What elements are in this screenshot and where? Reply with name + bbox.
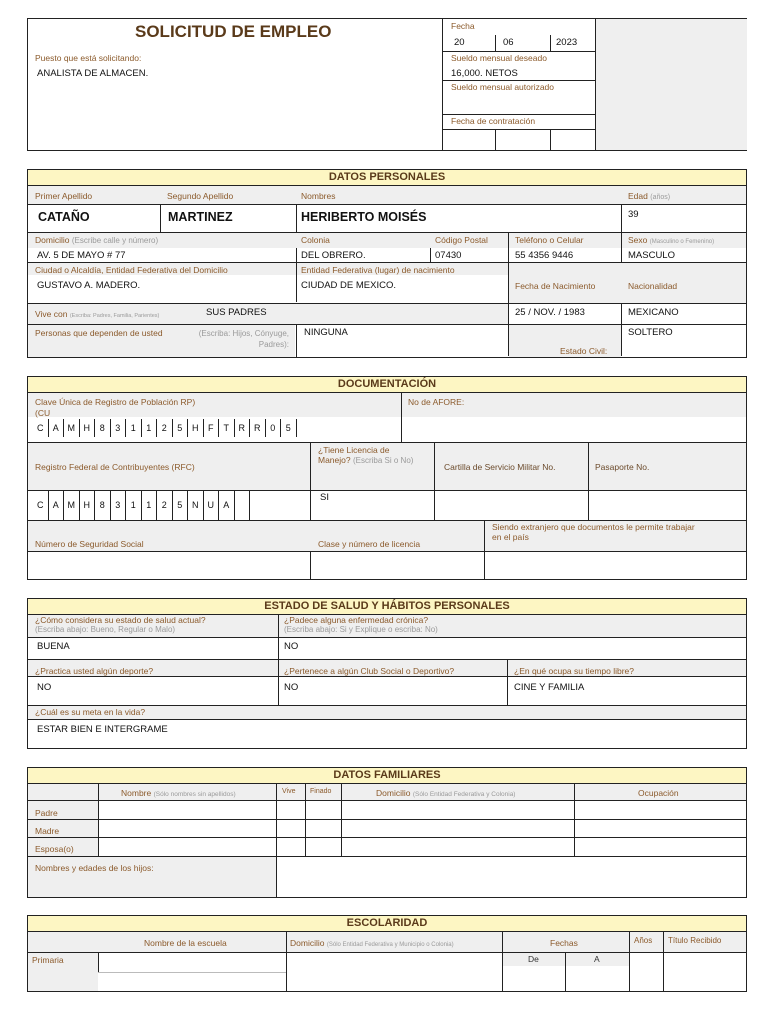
fecha-contratacion-label: Fecha de contratación: [451, 116, 536, 126]
curp-char-box[interactable]: 0: [266, 419, 282, 437]
telefono-label: Teléfono o Celular: [515, 235, 584, 245]
rfc-char-box[interactable]: 2: [157, 490, 173, 520]
salud-a6[interactable]: ESTAR BIEN E INTERGRAME: [37, 724, 168, 735]
rfc-char-box[interactable]: M: [64, 490, 80, 520]
rfc-char-box[interactable]: A: [219, 490, 235, 520]
datos-personales-section: [27, 169, 747, 358]
salud-q4: ¿Pertenece a algún Club Social o Deportivo?: [284, 666, 455, 676]
estado-civil[interactable]: SOLTERO: [628, 327, 673, 338]
estado-civil-label: Estado Civil:: [560, 346, 608, 356]
sexo-label: Sexo (Masculino o Femenino): [628, 235, 715, 245]
fecha-label: Fecha: [451, 21, 475, 31]
segundo-apellido[interactable]: MARTINEZ: [168, 210, 233, 224]
edad[interactable]: 39: [628, 209, 639, 220]
documentacion-title: DOCUMENTACIÓN: [28, 377, 746, 393]
ciudad-label: Ciudad o Alcaldía, Entidad Federativa del Domicilio: [35, 265, 228, 275]
primer-apellido[interactable]: CATAÑO: [38, 210, 90, 224]
cp-label: Código Postal: [435, 235, 488, 245]
form-title: SOLICITUD DE EMPLEO: [135, 22, 332, 41]
sueldo-autorizado-label: Sueldo mensual autorizado: [451, 82, 555, 92]
vive-con[interactable]: SUS PADRES: [206, 307, 267, 318]
curp-char-box[interactable]: H: [80, 419, 96, 437]
colonia[interactable]: DEL OBRERO.: [301, 250, 366, 261]
col-anios-label: Años: [634, 936, 653, 945]
fecha-nacimiento-label: Fecha de Nacimiento: [515, 281, 596, 291]
rfc-char-box[interactable]: H: [80, 490, 96, 520]
salud-title: ESTADO DE SALUD Y HÁBITOS PERSONALES: [28, 599, 746, 615]
nss-label: Número de Seguridad Social: [35, 539, 144, 549]
fecha-de-label: De: [528, 954, 539, 964]
rfc-char-box[interactable]: 1: [142, 490, 158, 520]
salud-section: [27, 598, 747, 749]
col-domicilio-label: Domicilio (Sólo Entidad Federativa y Colonia): [376, 788, 516, 798]
rfc-char-box[interactable]: A: [49, 490, 65, 520]
licencia-label: ¿Tiene Licencia de Manejo? (Escriba Si o No): [318, 445, 414, 465]
col-nombre-label: Nombre (Sólo nombres sin apellidos): [121, 788, 236, 798]
curp-char-box[interactable]: 1: [126, 419, 142, 437]
salud-a4[interactable]: NO: [284, 682, 299, 693]
nacionalidad[interactable]: MEXICANO: [628, 307, 679, 318]
hijos-label: Nombres y edades de los hijos:: [35, 863, 154, 873]
primaria-label: Primaria: [32, 955, 64, 965]
rfc-char-box[interactable]: 3: [111, 490, 127, 520]
col-finado-label: Finado: [310, 788, 332, 795]
curp-char-box[interactable]: R: [250, 419, 266, 437]
domicilio[interactable]: AV. 5 DE MAYO # 77: [37, 250, 126, 261]
salud-q3: ¿Practica usted algún deporte?: [35, 666, 154, 676]
rfc-char-box[interactable]: 8: [95, 490, 111, 520]
datos-personales-title: DATOS PERSONALES: [28, 170, 746, 186]
salud-a2[interactable]: NO: [284, 641, 299, 652]
fecha-anio[interactable]: 2023: [556, 37, 578, 48]
dependen-hint: (Escriba: Hijos, Cónyuge, Padres):: [198, 329, 289, 349]
salud-q2-hint: (Escriba abajo: Si y Explique o escriba: No): [284, 625, 438, 634]
colonia-label: Colonia: [301, 235, 330, 245]
familiares-section: [27, 767, 747, 898]
puesto-label: Puesto que está solicitando:: [35, 53, 142, 63]
salud-a5[interactable]: CINE Y FAMILIA: [514, 682, 585, 693]
familia-padre-label: Padre: [35, 808, 58, 818]
rfc-label: Registro Federal de Contribuyentes (RFC): [35, 462, 195, 472]
curp-char-box[interactable]: C: [33, 419, 49, 437]
familia-madre-label: Madre: [35, 826, 60, 836]
puesto-value[interactable]: ANALISTA DE ALMACEN.: [37, 68, 149, 79]
salud-q5: ¿En qué ocupa su tiempo libre?: [514, 666, 635, 676]
documentacion-section: [27, 376, 747, 580]
primer-apellido-label: Primer Apellido: [35, 191, 93, 201]
ciudad[interactable]: GUSTAVO A. MADERO.: [37, 280, 141, 291]
codigo-postal[interactable]: 07430: [435, 250, 462, 261]
pasaporte-label: Pasaporte No.: [595, 462, 650, 472]
rfc-char-box[interactable]: U: [204, 490, 220, 520]
escolaridad-section: [27, 915, 747, 992]
curp-char-box[interactable]: 5: [281, 419, 297, 437]
col-esc-domicilio-label: Domicilio (Sólo Entidad Federativa y Municipio o Colonia): [290, 938, 454, 948]
salud-q2: ¿Padece alguna enfermedad crónica?: [284, 615, 429, 625]
clase-licencia-label: Clase y número de licencia: [318, 539, 421, 549]
curp-char-box[interactable]: A: [49, 419, 65, 437]
curp-char-box[interactable]: 2: [157, 419, 173, 437]
curp-char-box[interactable]: T: [219, 419, 235, 437]
afore-label: No de AFORE:: [408, 397, 465, 407]
col-vive-label: Vive: [282, 788, 296, 795]
dependen-label: Personas que dependen de usted: [35, 328, 163, 338]
curp-char-box[interactable]: H: [188, 419, 204, 437]
extranjero-label: Siendo extranjero que documentos le permite trabajar en el país: [492, 522, 695, 542]
nacionalidad-label: Nacionalidad: [628, 281, 678, 291]
dependen[interactable]: NINGUNA: [304, 327, 348, 338]
salud-a3[interactable]: NO: [37, 682, 52, 693]
vive-con-label: Vive con (Escriba: Padres, Familia, Parientes): [35, 309, 160, 319]
header-right-panel: [595, 19, 747, 150]
edad-label: Edad (años): [628, 191, 671, 201]
rfc-char-box[interactable]: [235, 490, 251, 520]
sexo[interactable]: MASCULO: [628, 250, 675, 261]
rfc-char-box[interactable]: 1: [126, 490, 142, 520]
rfc-char-box[interactable]: 5: [173, 490, 189, 520]
familia-esposa-label: Esposa(o): [35, 844, 74, 854]
familiares-title: DATOS FAMILIARES: [28, 768, 746, 784]
entidad-label: Entidad Federativa (lugar) de nacimiento: [301, 265, 455, 275]
licencia-value[interactable]: SI: [320, 492, 329, 503]
escolaridad-title: ESCOLARIDAD: [28, 916, 746, 932]
rfc-char-box[interactable]: C: [33, 490, 49, 520]
col-fechas-label: Fechas: [550, 938, 578, 948]
col-escuela-label: Nombre de la escuela: [144, 938, 227, 948]
col-ocupacion-label: Ocupación: [638, 788, 679, 798]
fecha-mes[interactable]: 06: [503, 37, 514, 48]
curp-char-box[interactable]: 8: [95, 419, 111, 437]
nombres[interactable]: HERIBERTO MOISÉS: [301, 210, 427, 224]
curp-boxes[interactable]: [33, 419, 373, 437]
segundo-apellido-label: Segundo Apellido: [167, 191, 234, 201]
sueldo-deseado-label: Sueldo mensual deseado: [451, 53, 547, 63]
header-section: [27, 18, 747, 151]
rfc-char-box[interactable]: N: [188, 490, 204, 520]
entidad-nacimiento[interactable]: CIUDAD DE MEXICO.: [301, 280, 397, 291]
salud-q1: ¿Cómo considera su estado de salud actual?: [35, 615, 206, 625]
cartilla-label: Cartilla de Servicio Militar No.: [444, 462, 556, 472]
fecha-dia[interactable]: 20: [454, 37, 465, 48]
curp-char-box[interactable]: R: [235, 419, 251, 437]
curp-char-box[interactable]: 1: [142, 419, 158, 437]
col-titulo-label: Título Recibido: [668, 936, 722, 945]
curp-char-box[interactable]: F: [204, 419, 220, 437]
salud-q1-hint: (Escriba abajo: Bueno, Regular o Malo): [35, 625, 176, 634]
curp-char-box[interactable]: 5: [173, 419, 189, 437]
domicilio-label: Domicilio (Escribe calle y número): [35, 235, 159, 245]
salud-a1[interactable]: BUENA: [37, 641, 70, 652]
fecha-a-label: A: [594, 954, 600, 964]
salud-q6: ¿Cuál es su meta en la vida?: [35, 707, 146, 717]
sueldo-deseado-value[interactable]: 16,000. NETOS: [451, 68, 518, 79]
rfc-boxes[interactable]: [33, 490, 313, 520]
telefono[interactable]: 55 4356 9446: [515, 250, 574, 261]
nombres-label: Nombres: [301, 191, 336, 201]
curp-label: Clave Única de Registro de Población RP): [35, 397, 196, 407]
curp-char-box[interactable]: 3: [111, 419, 127, 437]
fecha-nacimiento[interactable]: 25 / NOV. / 1983: [515, 307, 585, 318]
curp-char-box[interactable]: M: [64, 419, 80, 437]
curp-label-2: (CU: [35, 408, 51, 418]
